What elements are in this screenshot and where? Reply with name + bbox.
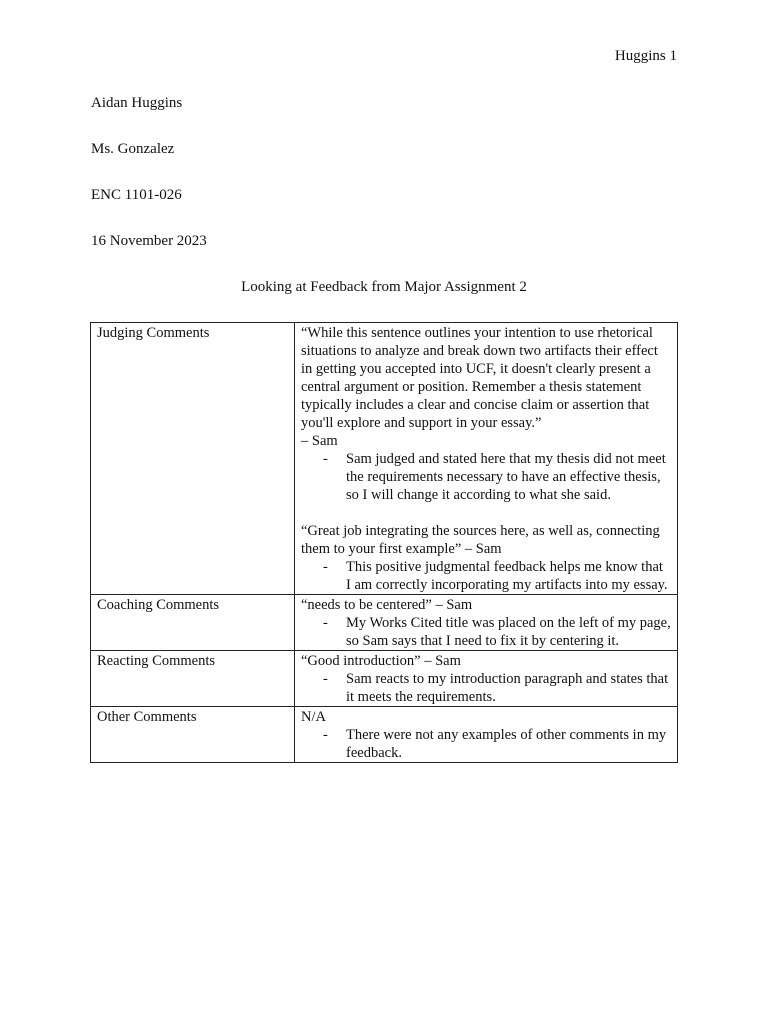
bullet-text: My Works Cited title was placed on the left of my page, so Sam says that I need to fix it by centering it. — [346, 615, 671, 649]
document-date: 16 November 2023 — [91, 233, 207, 249]
feedback-quote: N/A — [301, 709, 326, 725]
table-row-judging — [91, 323, 678, 595]
running-head: Huggins 1 — [614, 48, 677, 64]
response-bullet — [323, 726, 671, 762]
response-bullet — [323, 450, 671, 504]
table-row-other — [91, 707, 678, 763]
feedback-quote: “Great job integrating the sources here, as well as, connecting them to your first example” – Sam — [301, 523, 660, 557]
category-cell: Other Comments — [91, 707, 295, 763]
feedback-table — [90, 322, 678, 763]
bullet-dash: - — [323, 451, 328, 467]
table-row-reacting — [91, 651, 678, 707]
category-cell: Coaching Comments — [91, 595, 295, 651]
feedback-quote: “While this sentence outlines your intention to use rhetorical situations to analyze and break down two artifacts their effect in getting you accepted into UCF, it doesn't clearly present a central argument or position. Remember a thesis statement typically includes a clear and concise claim or assertion that you'll explore and support in your essay.” — [301, 325, 658, 431]
course-code: ENC 1101-026 — [91, 187, 182, 203]
quote-attribution: – Sam — [301, 433, 338, 449]
bullet-text: Sam judged and stated here that my thesis did not meet the requirements necessary to have an effective thesis, so I will change it according to what she said. — [346, 451, 666, 503]
bullet-dash: - — [323, 727, 328, 743]
response-bullet — [323, 670, 671, 706]
response-bullet — [323, 614, 671, 650]
comments-cell — [295, 707, 678, 763]
spacer — [301, 504, 671, 522]
bullet-text: This positive judgmental feedback helps me know that I am correctly incorporating my artifacts into my essay. — [346, 559, 668, 593]
bullet-text: There were not any examples of other comments in my feedback. — [346, 727, 667, 761]
bullet-dash: - — [323, 671, 328, 687]
bullet-text: Sam reacts to my introduction paragraph and states that it meets the requirements. — [346, 671, 669, 705]
comments-cell — [295, 595, 678, 651]
category-cell: Judging Comments — [91, 323, 295, 595]
comments-cell — [295, 323, 678, 595]
student-name: Aidan Huggins — [91, 95, 183, 111]
feedback-quote: “Good introduction” – Sam — [301, 653, 461, 669]
table-row-coaching — [91, 595, 678, 651]
comments-cell — [295, 651, 678, 707]
category-cell: Reacting Comments — [91, 651, 295, 707]
response-bullet — [323, 558, 671, 594]
document-title: Looking at Feedback from Major Assignment 2 — [241, 279, 527, 295]
bullet-dash: - — [323, 559, 328, 575]
bullet-dash: - — [323, 615, 328, 631]
feedback-quote: “needs to be centered” – Sam — [301, 597, 473, 613]
instructor-name: Ms. Gonzalez — [91, 141, 175, 157]
